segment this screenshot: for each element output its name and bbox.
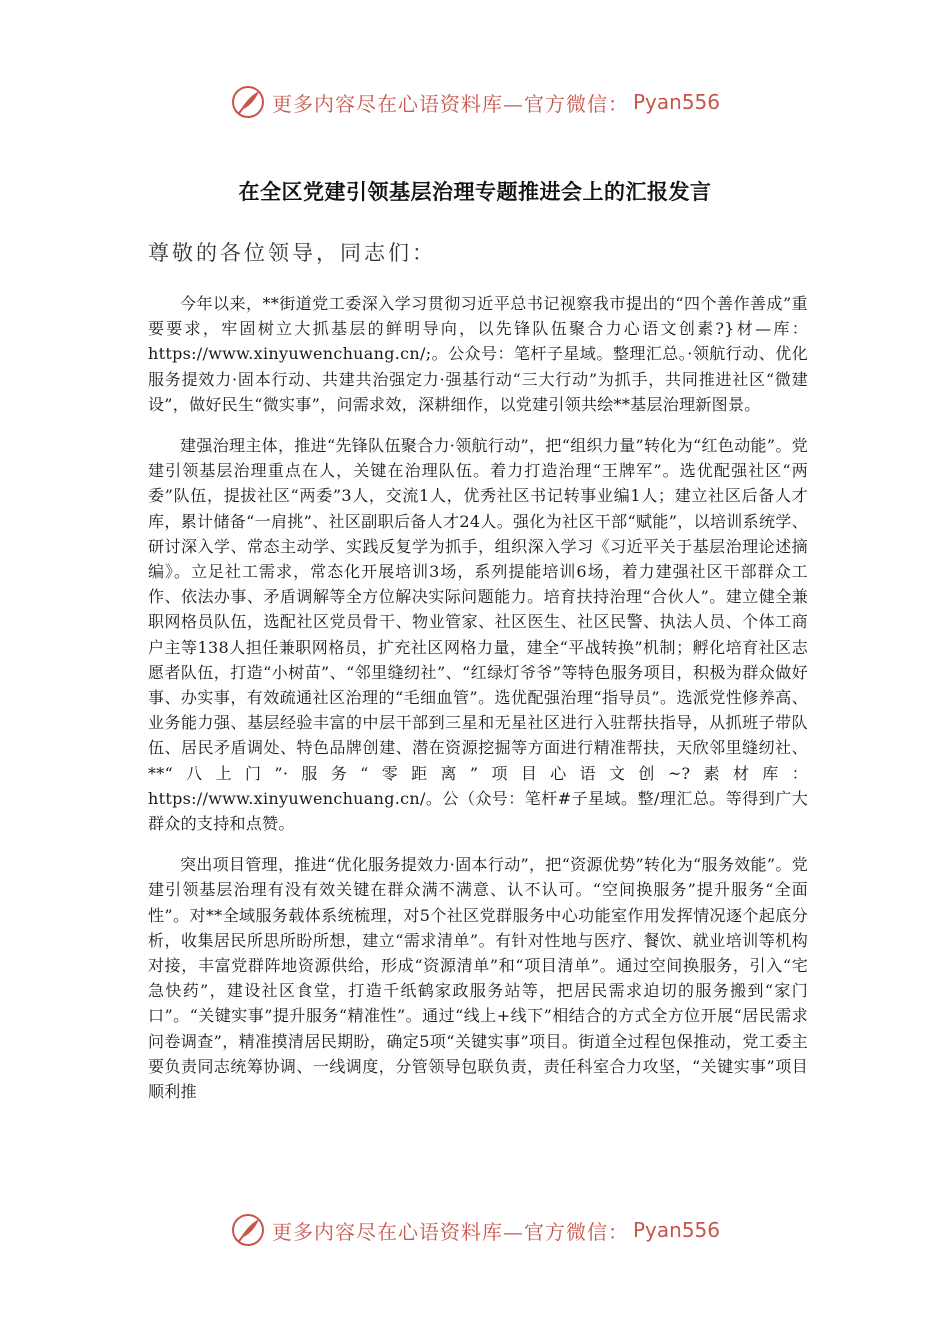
banner-text: 更多内容尽在心语资料库—官方微信： (271, 1219, 629, 1244)
paragraph: 突出项目管理，推进“优化服务提效力·固本行动”，把“资源优势”转化为“服务效能”。党建引领基层治理有没有效关键在群众满不满意、认不认可。“空间换服务”提升服务“全面性”。对**全域服务载体系统梳理，对5个社区党群服务中心功能室作用发挥情况逐个起底分析，收集居民所思所盼所想，建立“需求清单”。有针对性地与医疗、餐饮、就业培训等机构对接，丰富党群阵地资源供给，形成“资源清单”和“项目清单”。通过空间换服务，引入“宅急快药”，建设社区食堂，打造千纸鹤家政服务站等，把居民需求迫切的服务搬到“家门口”。“关键实事”提升服务“精准性”。通过“线上+线下”相结合的方式全方位开展“居民需求问卷调查”，精准摸清居民期盼，确定5项“关键实事”项目。街道全过程包保推动，党工委主要负责同志统筹协调、一线调度，分管领导包联负责，责任科室合力攻坚，“关键实事”项目顺利推 (148, 855, 808, 1102)
salutation: 尊敬的各位领导，同志们： (148, 241, 436, 265)
paragraph: 建强治理主体，推进“先锋队伍聚合力·领航行动”，把“组织力量”转化为“红色动能”。党建引领基层治理重点在人，关键在治理队伍。着力打造治理“王牌军”。选优配强社区“两委”队伍，提拔社区“两委”3人，交流1人，优秀社区书记转事业编1人；建立社区后备人才库，累计储备“一肩挑”、社区副职后备人才24人。强化为社区干部“赋能”，以培训系统学、研讨深入学、常态主动学、实践反复学为抓手，组织深入学习《习近平关于基层治理论述摘编》。立足社工需求，常态化开展培训3场，系列提能培训6场，着力建强社区干部群众工作、依法办事、矛盾调解等全方位解决实际问题能力。培育扶持治理“合伙人”。建立健全兼职网格员队伍，选配社区党员骨干、物业管家、社区医生、社区民警、执法人员、个体工商户主等138人担任兼职网格员，扩充社区网格力量，建全“平战转换”机制；孵化培育社区志愿者队伍，打造“小树苗”、“邻里缝纫社”、“红绿灯爷爷”等特色服务项目，积极为群众做好事、办实事，有效疏通社区治理的“毛细血管”。选优配强治理“指导员”。选派党性修养高、业务能力强、基层经验丰富的中层干部到三星和无星社区进行入驻帮扶指导，从抓班子带队伍、居民矛盾调处、特色品牌创建、潜在资源挖掘等方面进行精准帮扶，天欣邻里缝纫社、**“八上门”·服务“零距离”项目心语文创~?素材库：https://www.xinyuwenchuang.cn/。公（众号：笔杆#子星域。整/理汇总。等得到广大群众的支持和点赞。 (148, 436, 808, 834)
page-title: 在全区党建引领基层治理专题推进会上的汇报发言 (238, 180, 712, 204)
document-body (148, 291, 808, 1191)
footer-watermark-banner (0, 1210, 950, 1250)
header-watermark-banner (0, 82, 950, 122)
quill-pen-icon (230, 84, 266, 120)
banner-wechat-id: Pyan556 (632, 90, 720, 114)
quill-pen-icon (230, 1212, 266, 1248)
paragraph: 今年以来，**街道党工委深入学习贯彻习近平总书记视察我市提出的“四个善作善成”重要要求，牢固树立大抓基层的鲜明导向，以先锋队伍聚合力心语文创素?}材—库：https://www.xinyuwenchuang.cn/;。公众号：笔杆子星域。整理汇总。·领航行动、优化服务提效力·固本行动、共建共治强定力·强基行动“三大行动”为抓手，共同推进社区“微建设”，做好民生“微实事”，问需求效，深耕细作，以党建引领共绘**基层治理新图景。 (148, 294, 808, 414)
banner-wechat-id: Pyan556 (632, 1218, 720, 1242)
banner-text: 更多内容尽在心语资料库—官方微信： (271, 91, 629, 116)
